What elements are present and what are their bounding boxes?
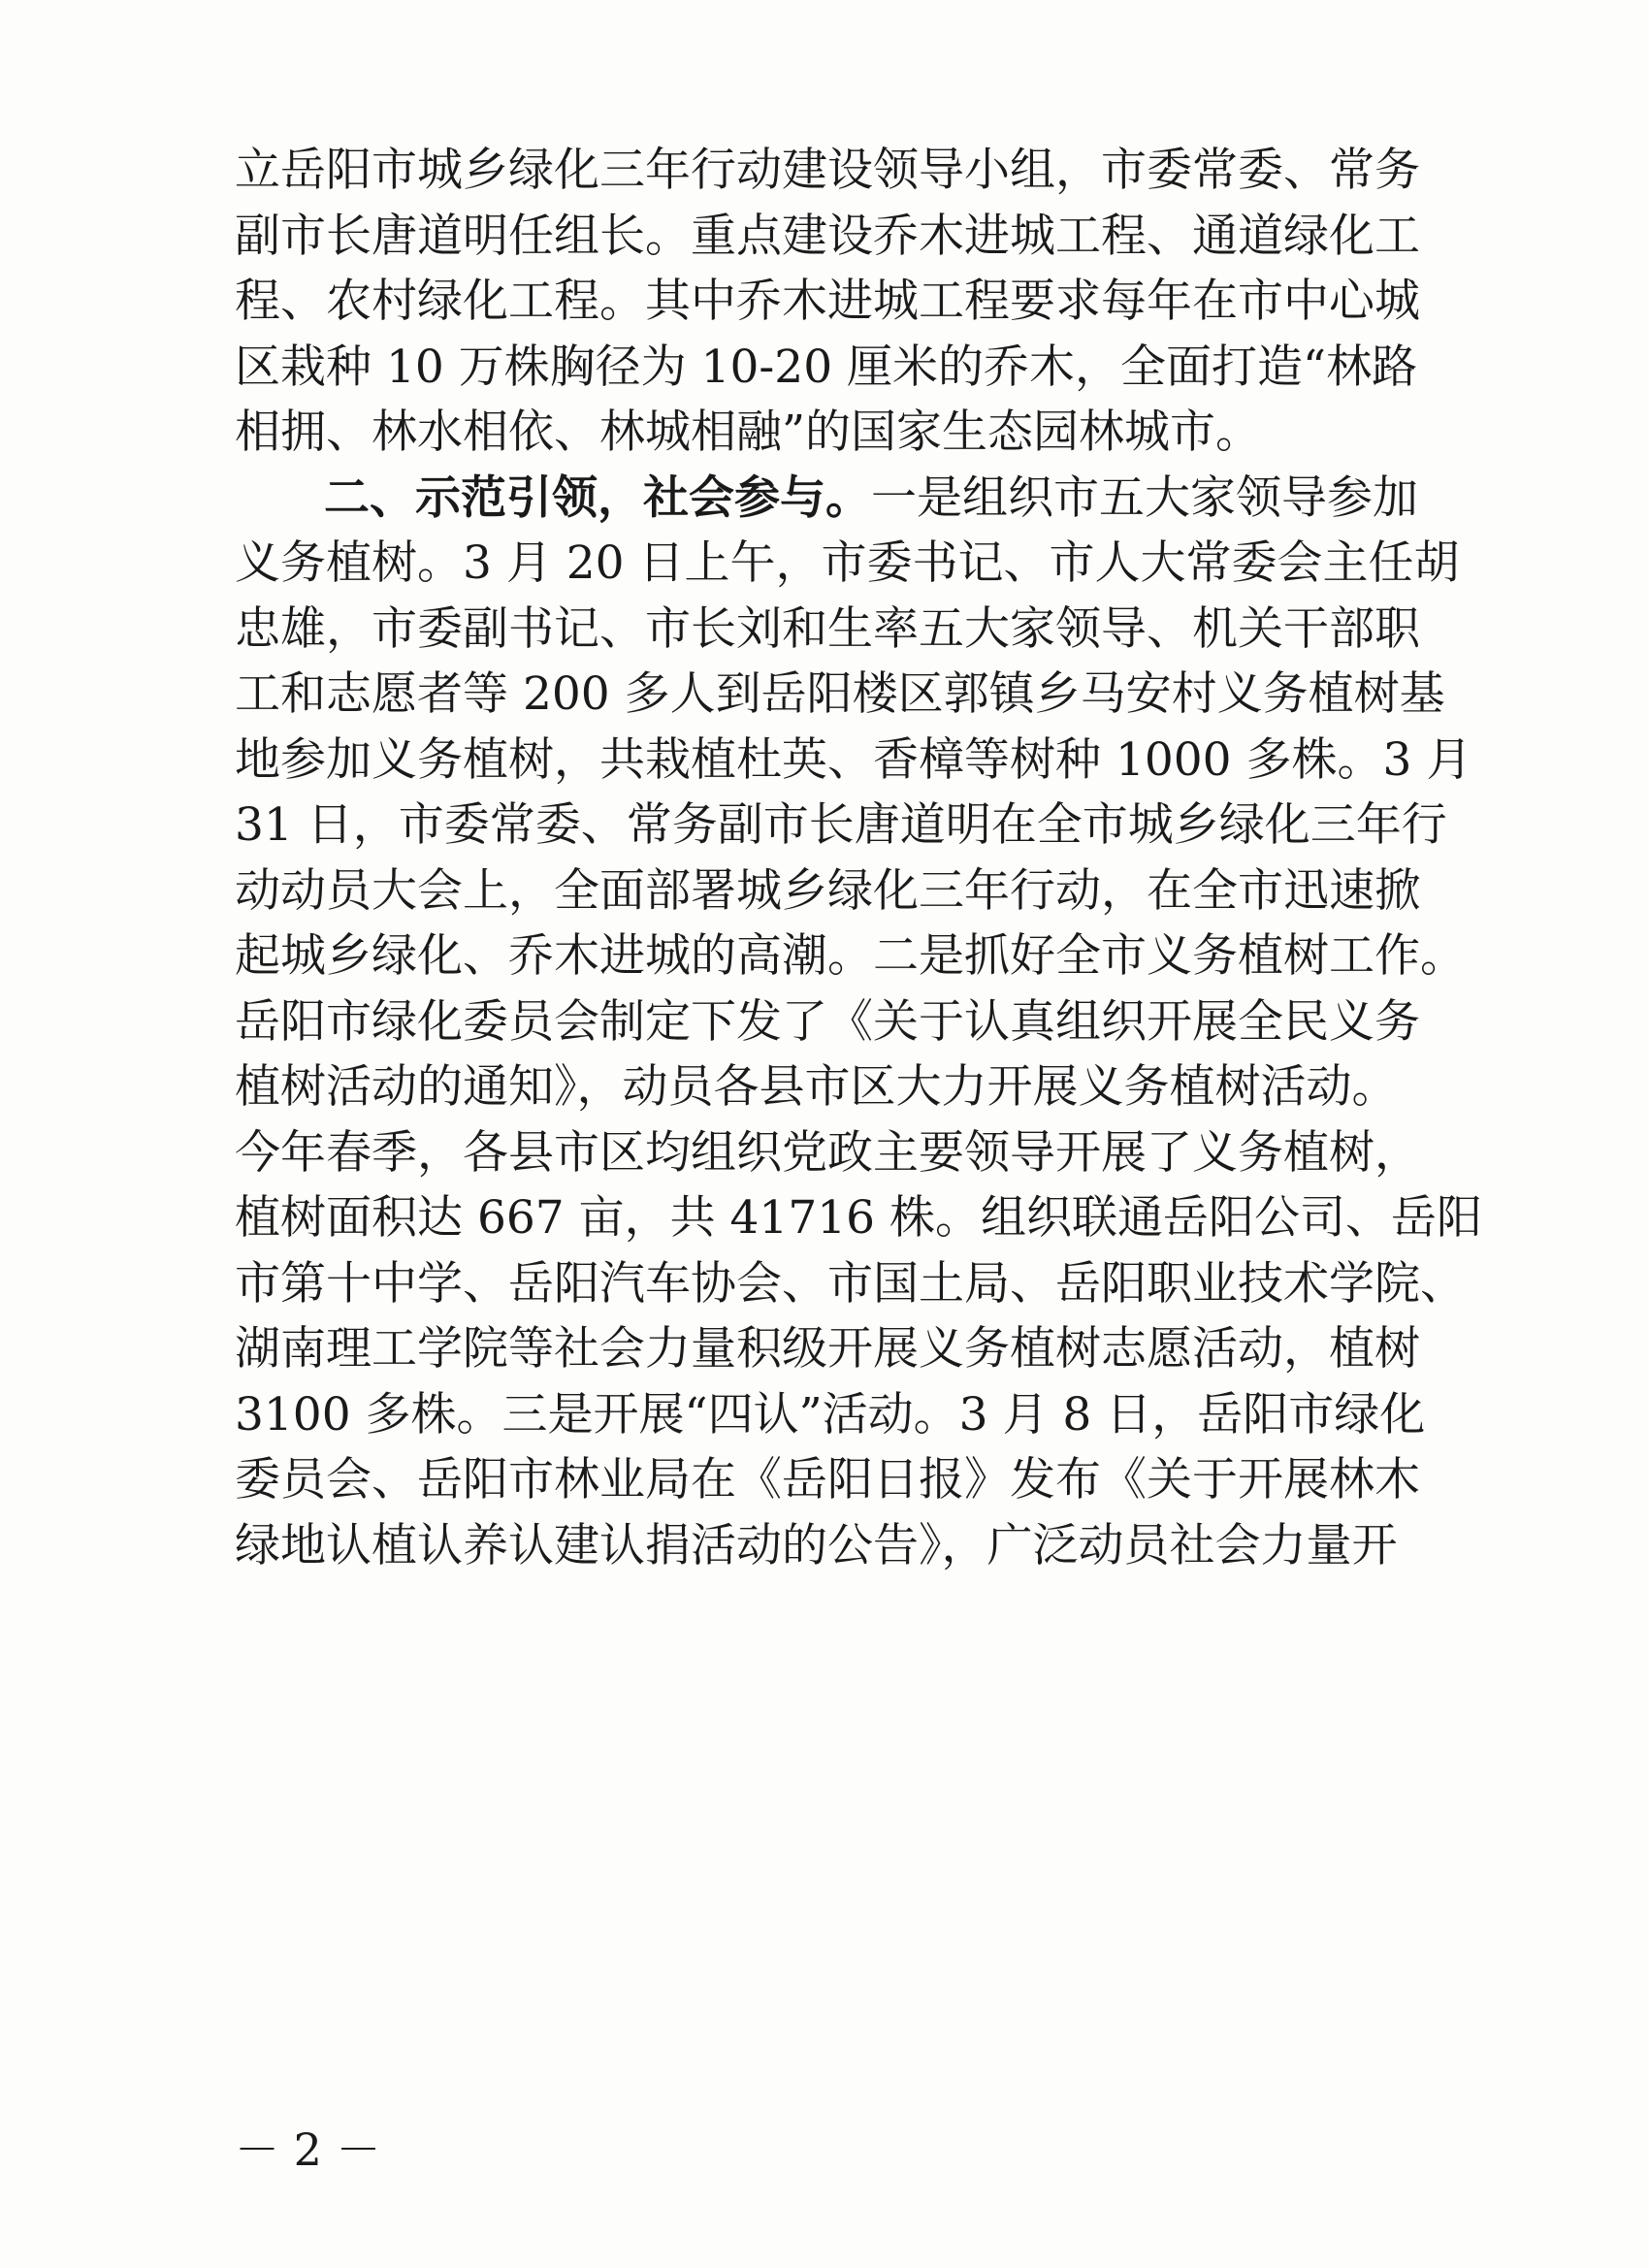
section-heading-line [324,470,1418,528]
section-heading: 二、示范引领，社会参与。 [324,471,871,525]
body-line-16: 植树面积达 667 亩，共 41716 株。组织联通岳阳公司、岳阳 [235,1191,1482,1245]
body-line-4: 区栽种 10 万株胸径为 10-20 厘米的乔木，全面打造“林路 [235,340,1418,394]
body-line-3: 程、农村绿化工程。其中乔木进城工程要求每年在市中心城 [235,275,1420,328]
body-line-5: 相拥、林水相依、林城相融”的国家生态园林城市。 [235,405,1262,459]
body-line-19: 3100 多株。三是开展“四认”活动。3 月 8 日，岳阳市绿化 [235,1388,1426,1442]
page-number: － 2 － [235,2123,381,2176]
body-line-10: 31 日，市委常委、常务副市长唐道明在全市城乡绿化三年行 [235,798,1447,852]
body-line-12: 起城乡绿化、乔木进城的高潮。二是抓好全市义务植树工作。 [235,929,1466,983]
body-line-18: 湖南理工学院等社会力量积级开展义务植树志愿活动，植树 [235,1322,1420,1376]
body-line-14: 植树活动的通知》，动员各县市区大力开展义务植树活动。 [235,1060,1398,1114]
body-line-1: 立岳阳市城乡绿化三年行动建设领导小组，市委常委、常务 [235,144,1420,197]
body-line-20: 委员会、岳阳市林业局在《岳阳日报》发布《关于开展林木 [235,1453,1420,1507]
body-line-9: 地参加义务植树，共栽植杜英、香樟等树种 1000 多株。3 月 [235,733,1472,787]
body-line-13: 岳阳市绿化委员会制定下发了《关于认真组织开展全民义务 [235,995,1420,1049]
body-line-7: 忠雄，市委副书记、市长刘和生率五大家领导、机关干部职 [235,602,1420,656]
body-line-15: 今年春季，各县市区均组织党政主要领导开展了义务植树， [235,1126,1420,1180]
body-line-17: 市第十中学、岳阳汽车协会、市国土局、岳阳职业技术学院、 [235,1257,1466,1311]
body-line-2: 副市长唐道明任组长。重点建设乔木进城工程、通道绿化工 [235,210,1420,263]
body-line-21: 绿地认植认养认建认捐活动的公告》，广泛动员社会力量开 [235,1519,1398,1572]
body-line-8: 工和志愿者等 200 多人到岳阳楼区郭镇乡马安村义务植树基 [235,667,1445,721]
body-line-6: 义务植树。3 月 20 日上午，市委书记、市人大常委会主任胡 [235,536,1460,590]
section-heading-continuation: 一是组织市五大家领导参加 [871,471,1418,525]
body-line-11: 动动员大会上，全面部署城乡绿化三年行动，在全市迅速掀 [235,864,1420,918]
